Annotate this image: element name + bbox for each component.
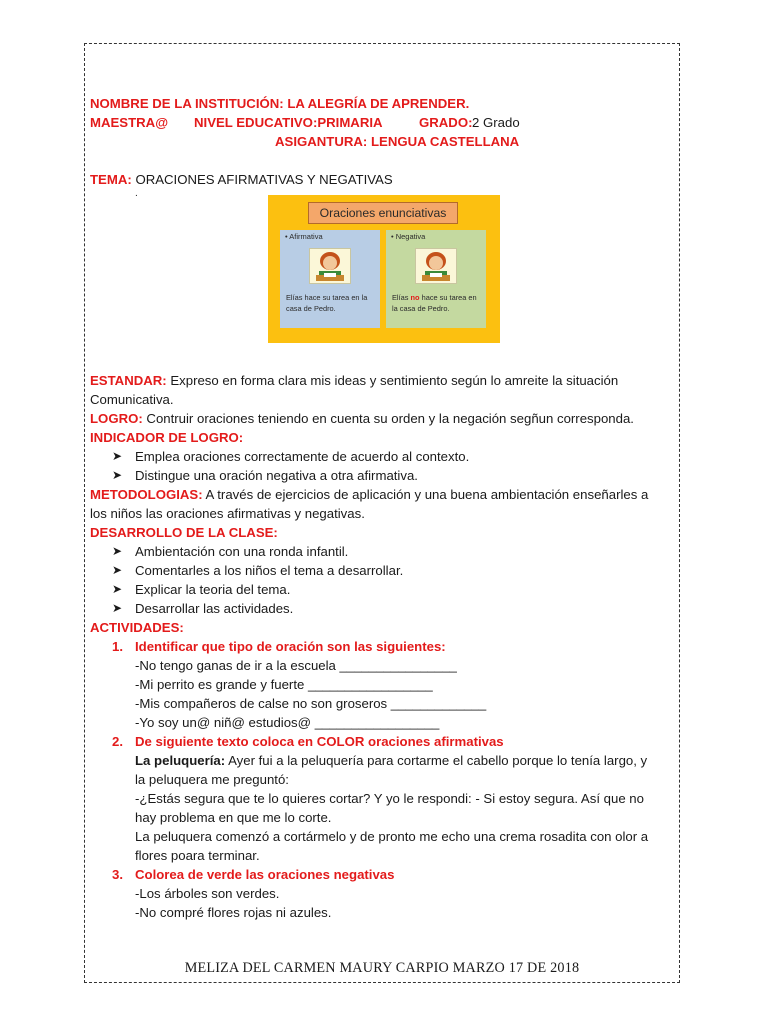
negative-label: • Negativa <box>391 232 426 241</box>
activity-3-line: -Los árboles son verdes. <box>135 886 280 901</box>
estandar-text: Expreso en forma clara mis ideas y sentimiento según lo amreite la situación <box>170 373 619 388</box>
actividades-label: ACTIVIDADES: <box>90 620 184 635</box>
story-paragraph-1: La peluquería: Ayer fui a la peluquería para cortarme el cabello porque lo tenía largo, y <box>135 753 648 768</box>
figure-title: Oraciones enunciativas <box>308 202 458 224</box>
activity-2-title: 2. De siguiente texto coloca en COLOR oraciones afirmativas <box>112 734 504 749</box>
negation-word: no <box>410 293 420 302</box>
story-paragraph-3: La peluquera comenzó a cortármelo y de pronto me echo una crema rosadita con olor a <box>135 829 649 844</box>
institution-line: NOMBRE DE LA INSTITUCIÓN: LA ALEGRÍA DE APRENDER. <box>90 96 470 111</box>
metodologias-text: A través de ejercicios de aplicación y una buena ambientación enseñarles a <box>205 487 649 502</box>
tema-value: ORACIONES AFIRMATIVAS Y NEGATIVAS <box>135 172 393 187</box>
grade-label: GRADO: <box>419 115 473 130</box>
list-item: ➤ Emplea oraciones correctamente de acuerdo al contexto. <box>112 449 470 464</box>
logro-text: Contruir oraciones teniendo en cuenta su orden y la negación segñun corresponda. <box>146 411 634 426</box>
activity-1-title: 1. Identificar que tipo de oración son las siguientes: <box>112 639 446 654</box>
affirmative-panel <box>280 230 380 328</box>
metodologias-label: METODOLOGIAS: <box>90 487 203 502</box>
child-writing-illustration <box>309 248 351 284</box>
activity-1-line: -Mi perrito es grande y fuerte _________________ <box>135 677 433 692</box>
teacher-level-grade-line <box>90 113 680 132</box>
grade-value: 2 Grado <box>472 115 520 130</box>
indicador-label: INDICADOR DE LOGRO: <box>90 430 244 445</box>
story-paragraph-1b: la peluquera me preguntó: <box>135 772 289 787</box>
lesson-plan <box>90 94 680 199</box>
negative-example: Elías no hace su tarea en la casa de Pedro. <box>392 293 477 313</box>
list-item: ➤ Comentarles a los niños el tema a desarrollar. <box>112 563 404 578</box>
story-title: La peluquería: <box>135 753 226 768</box>
story-paragraph-3b: flores poara terminar. <box>135 848 260 863</box>
metodologias-text-2: los niños las oraciones afirmativas y negativas. <box>90 506 365 521</box>
list-item: ➤ Explicar la teoria del tema. <box>112 582 291 597</box>
tema-dot: . <box>135 188 138 199</box>
logro-label: LOGRO: <box>90 411 143 426</box>
desarrollo-label: DESARROLLO DE LA CLASE: <box>90 525 278 540</box>
oraciones-figure <box>268 195 500 343</box>
estandar-label: ESTANDAR: <box>90 373 167 388</box>
negative-panel <box>386 230 486 328</box>
activity-1-line: -No tengo ganas de ir a la escuela ________________ <box>135 658 457 673</box>
tema-line <box>90 170 680 189</box>
activity-3-title: 3. Colorea de verde las oraciones negativas <box>112 867 395 882</box>
estandar-line <box>90 371 680 390</box>
lesson-body <box>90 371 680 922</box>
list-item: ➤ Distingue una oración negativa a otra afirmativa. <box>112 468 418 483</box>
level-label: NIVEL EDUCATIVO:PRIMARIA <box>194 115 383 130</box>
subject-label: ASIGANTURA: LENGUA CASTELLANA <box>275 134 520 149</box>
logro-line <box>90 409 680 428</box>
metodologias-line <box>90 485 680 504</box>
story-paragraph-2: -¿Estás segura que te lo quieres cortar? Y yo le respondi: - Si estoy segura. Así que no <box>135 791 644 806</box>
activity-1-line: -Yo soy un@ niñ@ estudios@ _________________ <box>135 715 440 730</box>
list-item: ➤ Ambientación con una ronda infantil. <box>112 544 349 559</box>
subject-line <box>90 132 680 151</box>
child-writing-illustration <box>415 248 457 284</box>
list-item: ➤ Desarrollar las actividades. <box>112 601 294 616</box>
story-paragraph-2b: hay problema en que me lo corte. <box>135 810 332 825</box>
author-footer: MELIZA DEL CARMEN MAURY CARPIO MARZO 17 DE 2018 <box>184 960 580 976</box>
affirmative-label: • Afirmativa <box>285 232 323 241</box>
tema-label: TEMA: <box>90 172 132 187</box>
activity-1-line: -Mis compañeros de calse no son groseros _____________ <box>135 696 487 711</box>
affirmative-example: Elías hace su tarea en la casa de Pedro. <box>286 293 368 313</box>
teacher-label: MAESTRA@ <box>90 115 169 130</box>
estandar-text-2: Comunicativa. <box>90 392 174 407</box>
activity-3-line: -No compré flores rojas ni azules. <box>135 905 332 920</box>
